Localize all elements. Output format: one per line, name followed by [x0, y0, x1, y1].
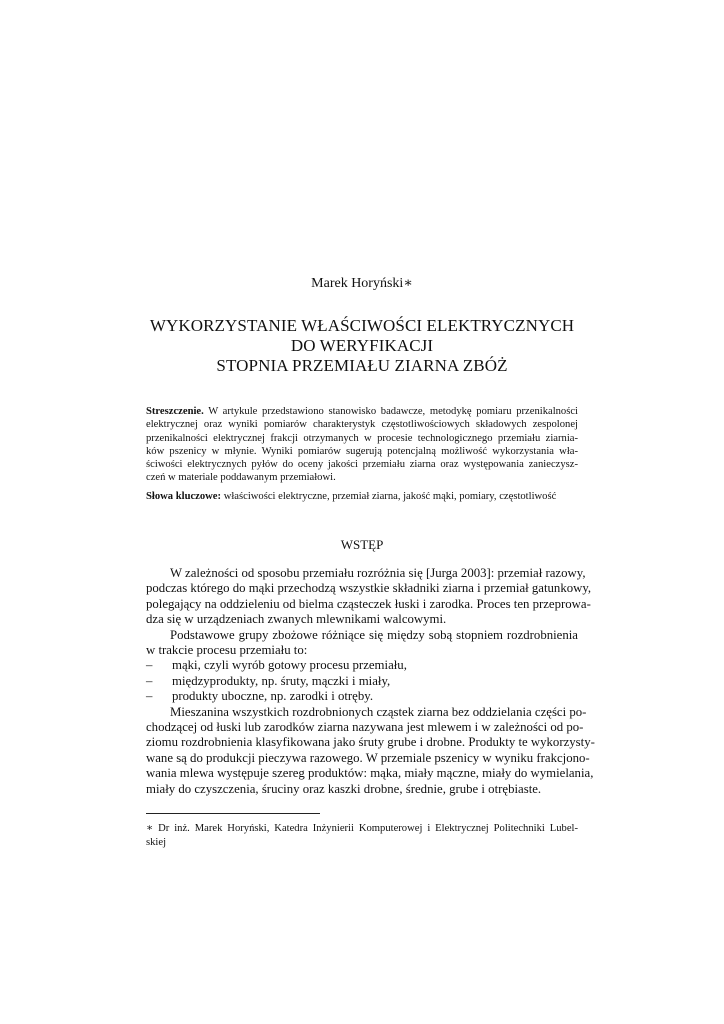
abstract-line: czeń w materiale poddawanym przemiałowi. — [146, 472, 336, 484]
list-item-text: międzyprodukty, np. śruty, mączki i miały, — [172, 673, 391, 688]
paragraph-line: miały do czyszczenia, śruciny oraz kaszki drobne, średnie, grube i otrębiaste. — [146, 781, 542, 796]
abstract-line: ściwości elektrycznych pyłów do oceny jakości przemiału ziarna oraz występowania zanieczysz- — [146, 459, 578, 471]
list-dash: – — [146, 658, 153, 673]
list-dash: – — [146, 689, 153, 704]
footnote-separator — [146, 813, 320, 814]
paragraph-line: W zależności od sposobu przemiału rozróżnia się [Jurga 2003]: przemiał razowy, — [170, 566, 586, 580]
paragraph-line: ziomu rozdrobnienia klasyfikowana jako śruty grube i drobne. Produkty te wykorzysty- — [146, 735, 595, 750]
paragraph-line: wania mlewa występuje szereg produktów: mąka, miały mączne, miały do wymielania, — [146, 766, 594, 781]
paragraph-line: dza się w urządzeniach zwanych mlewnikami walcowymi. — [146, 612, 447, 627]
paragraph-line: wane są do produkcji pieczywa razowego. W przemiale pszenicy w wyniku frakcjono- — [146, 750, 590, 765]
list-item — [146, 658, 578, 673]
list-dash: – — [146, 673, 153, 688]
abstract-line: ków pszenicy w młynie. Wyniki pomiarów sugerują potencjalną możliwość wykorzystania wła- — [146, 445, 578, 457]
paragraph-line: Podstawowe grupy zbożowe różniące się między sobą stopniem rozdrobnienia — [170, 627, 578, 642]
paragraph-line: Mieszanina wszystkich rozdrobnionych cząstek ziarna bez oddzielania części po- — [170, 704, 587, 719]
paragraph-line: chodzącej od łuski lub zarodków ziarna nazywana jest mlewem i w zależności od po- — [146, 720, 584, 735]
paragraph-line: polegający na oddzieleniu od bielma cząsteczek łuski i zarodka. Proces ten przeprowa- — [146, 596, 591, 611]
abstract-label: Streszczenie. — [146, 406, 204, 417]
author-name: Marek Horyński∗ — [311, 276, 413, 291]
keywords — [146, 490, 578, 503]
title-line-2: DO WERYFIKACJI — [290, 336, 434, 355]
title-line-3: STOPNIA PRZEMIAŁU ZIARNA ZBÓŻ — [216, 356, 508, 375]
list-item-text: mąki, czyli wyrób gotowy procesu przemiału, — [172, 658, 407, 673]
abstract — [146, 405, 578, 485]
paragraph-line: podczas którego do mąki przechodzą wszystkie składniki ziarna i przemiał gatunkowy, — [146, 581, 592, 596]
list-item — [146, 674, 578, 689]
body-text — [146, 566, 595, 797]
footnote-line: ∗ Dr inż. Marek Horyński, Katedra Inżynierii Komputerowej i Elektrycznej Politechniki Lubel- — [146, 823, 578, 834]
keywords-label: Słowa kluczowe: — [146, 491, 222, 502]
paragraph-line: w trakcie procesu przemiału to: — [146, 643, 308, 658]
keywords-text: właściwości elektryczne, przemiał ziarna, jakość mąki, pomiary, częstotliwość — [221, 491, 557, 502]
list-item-text: produkty uboczne, np. zarodki i otręby. — [172, 689, 374, 704]
section-heading: WSTĘP — [340, 537, 384, 552]
footnote-line: skiej — [146, 836, 167, 848]
abstract-line: elektrycznej oraz wyniki pomiarów charakterystyk częstotliwościowych składowych zespolonej — [146, 419, 578, 431]
list-item — [146, 689, 578, 704]
title-line-1: WYKORZYSTANIE WŁAŚCIWOŚCI ELEKTRYCZNYCH — [149, 316, 575, 335]
abstract-line: W artykule przedstawiono stanowisko badawcze, metodykę pomiaru przenikalności — [203, 406, 578, 417]
footnote — [146, 822, 578, 849]
abstract-line: przenikalności elektrycznej frakcji otrzymanych w procesie technologicznego przemiału ziarnia- — [146, 432, 578, 444]
paper-title — [0, 316, 724, 376]
